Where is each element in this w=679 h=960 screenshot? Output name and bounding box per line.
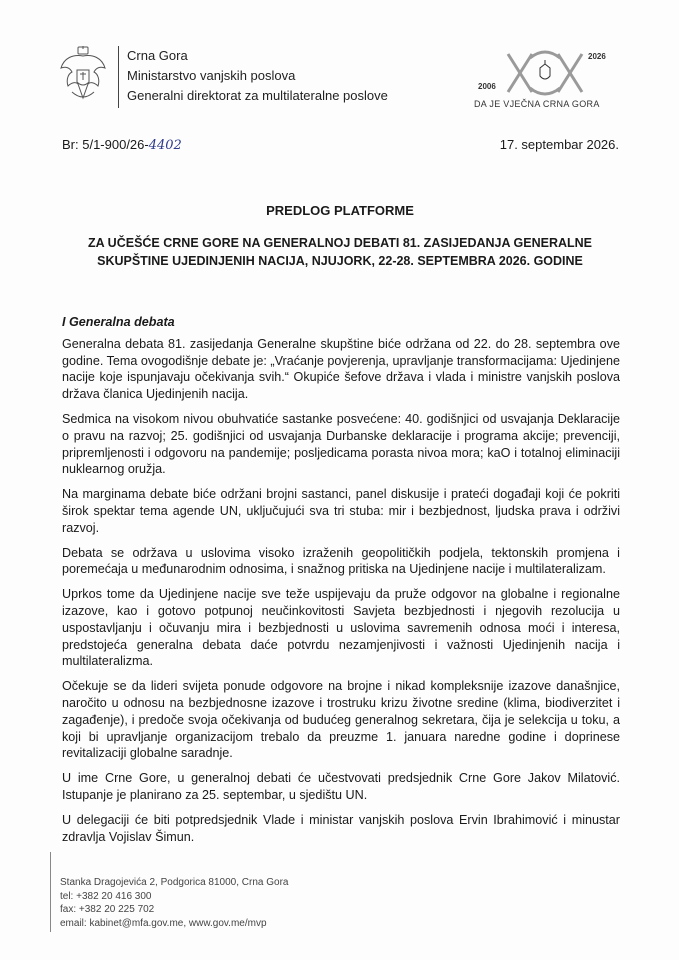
body-paragraph: Očekuje se da lideri svijeta ponude odgovore na brojne i nikad kompleksnije izazove današnjice, naročito u odnosu na bezbjednosne izazove i trostruku krizu životne sredine (klima, biodiverzitet i zagađenje), i predoče svoja očekivanja od budućeg generalnog sekretara, čija je selekcija u toku, a koji bi upravljanje organizacijom trebalo da preuzme 1. januara naredne godine i doprinese revitalizaciji globalne saradnje. [62, 679, 620, 761]
jubilee-year-left: 2006 [478, 82, 496, 91]
document-subtitle [60, 234, 620, 270]
subtitle-line-2: SKUPŠTINE UJEDINJENIH NACIJA, NJUJORK, 22-28. SEPTEMBRA 2026. GODINE [97, 254, 583, 268]
footer-address: Stanka Dragojevića 2, Podgorica 81000, Crna Gora [60, 877, 289, 888]
body-paragraph: Sedmica na visokom nivou obuhvatiće sastanke posvećene: 40. godišnjici od usvajanja Deklaracije o pravu na razvoj; 25. godišnjici od usvajanja Durbanske deklaracije i programa akcije; prevenciji, pripremljenosti i odgovoru na pandemije; posljedicama porasta nivoa mora; kaO i totalnoj eliminaciji nuklearnog oružja. [62, 411, 620, 477]
document-title: PREDLOG PLATFORME [266, 203, 414, 218]
footer-fax: fax: +382 20 225 702 [60, 904, 155, 915]
ministry-name: Ministarstvo vanjskih poslova [127, 68, 296, 83]
reference-number-handwritten: 4402 [148, 138, 182, 153]
body-paragraph: U ime Crne Gore, u generalnoj debati će učestvovati predsjednik Crne Gore Jakov Milatović. Istupanje je planirano za 25. septembar, u sjedištu UN. [62, 771, 620, 802]
header-divider [118, 46, 119, 108]
reference-number-printed: Br: 5/1-900/26- [62, 137, 149, 152]
document-body [62, 314, 620, 853]
body-paragraph: Debata se održava u uslovima visoko izraženih geopolitičkih podjela, tektonskih promjena i poremećaja u međunarodnim odnosima, i snažnog pritiska na Ujedinjene nacije i multilateralizam. [62, 545, 620, 577]
reference-number [62, 137, 182, 153]
coat-of-arms-icon [58, 46, 108, 104]
body-paragraph: Generalna debata 81. zasijedanja Generalne skupštine biće održana od 22. do 28. septembra ove godine. Tema ovogodišnje debate je: „Vraćanje povjerenja, upravljanje transformacijama: Ujedinjene nacije koje ispunjavaju očekivanja svih.“ Okupiće šefove država i vlada i ministre vanjskih poslova država članica Ujedinjenih nacija. [62, 336, 620, 402]
footer-tel: tel: +382 20 416 300 [60, 890, 152, 902]
country-name: Crna Gora [127, 48, 188, 63]
jubilee-year-right: 2026 [588, 52, 606, 61]
footer-email: email: kabinet@mfa.gov.me, www.gov.me/mvp [60, 917, 267, 929]
header-institution [127, 46, 388, 106]
footer-divider [50, 852, 51, 932]
body-paragraph: U delegaciji će biti potpredsjednik Vlade i ministar vanjskih poslova Ervin Ibrahimović i minustar zdravlja Vojislav Šimun. [62, 812, 620, 844]
subtitle-line-1: ZA UČEŠĆE CRNE GORE NA GENERALNOJ DEBATI 81. ZASIJEDANJA GENERALNE [88, 236, 592, 250]
body-paragraph: Uprkos tome da Ujedinjene nacije sve teže uspijevaju da pruže odgovor na globalne i regionalne izazove, kao i gotovo potpunoj neučinkovitosti Savjeta bezbjednosti i njegovih rezolucija u uspostavljanju i očuvanju mira i bezbjednosti u uslovima savremenih odnosa moći i interesa, predstojeća generalna debata daće potvrdu nezamjenjivosti i važnosti Ujedinjenih nacija i multilateralizma. [62, 587, 620, 669]
footer-contact [60, 876, 288, 930]
directorate-name: Generalni direktorat za multilateralne poslove [127, 88, 388, 103]
jubilee-slogan: DA JE VJEČNA CRNA GORA [474, 99, 600, 109]
section-heading: I Generalna debata [62, 315, 175, 329]
document-date: 17. septembar 2026. [499, 137, 619, 152]
body-paragraph: Na marginama debate biće održani brojni sastanci, panel diskusije i prateći događaji koji će pokriti širok spektar tema agende UN, uključujući sva tri stuba: mir i bezbjednost, ljudska prava i održivi razvoj. [62, 487, 620, 535]
